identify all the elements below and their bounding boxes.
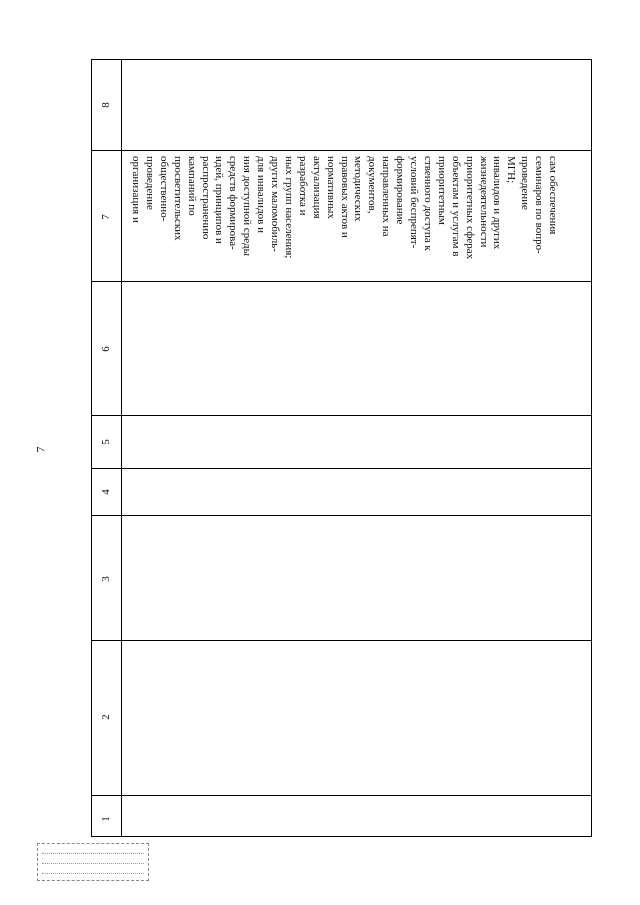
col-number-7: 7: [100, 214, 112, 220]
column-7-line: средств формирова-: [227, 156, 240, 250]
column-7-line: жизнедеятельности: [477, 156, 490, 248]
column-7-line: ния доступной среды: [241, 156, 254, 257]
column-7-line: правовых актов и: [338, 156, 351, 238]
column-7-line: проведение: [519, 156, 532, 210]
stamp: [37, 843, 149, 881]
col-number-4: 4: [100, 489, 112, 495]
col-divider-7-8: [92, 150, 591, 151]
column-7-line: для инвалидов и: [255, 156, 268, 233]
column-7-line: ственного доступа к: [421, 156, 434, 251]
column-7-line: семинаров по вопро-: [533, 156, 546, 254]
column-7-line: объектам и услугам в: [449, 156, 462, 257]
column-7-line: МГН;: [505, 156, 518, 184]
header-divider: [121, 60, 122, 836]
col-number-5: 5: [100, 439, 112, 445]
column-7-line: других маломобиль-: [269, 156, 281, 252]
column-7-line: проведение: [143, 156, 156, 210]
column-7-line: условий беспрепят-: [408, 156, 420, 249]
column-7-line: организация и: [130, 156, 142, 223]
column-7-line: нормативных: [324, 156, 337, 219]
col-divider-5-6: [92, 415, 591, 416]
col-number-3: 3: [100, 576, 112, 582]
col-divider-4-5: [92, 468, 591, 469]
column-7-line: инвалидов и других: [491, 156, 504, 250]
column-7-line: разработка и: [296, 156, 309, 216]
column-7-line: документов,: [366, 156, 379, 214]
column-7-line: ных групп населения;: [282, 156, 295, 259]
column-7-line: актуализация: [310, 156, 323, 219]
col-number-2: 2: [100, 714, 112, 720]
col-number-8: 8: [100, 102, 112, 108]
col-divider-6-7: [92, 281, 591, 282]
column-7-line: общественно-: [157, 156, 170, 222]
column-7-line: просветительских: [171, 156, 184, 241]
column-7-line: направленных на: [380, 156, 393, 237]
column-7-line: формирование: [394, 156, 407, 225]
column-7-line: сам обеспечения: [547, 156, 559, 235]
col-divider-3-4: [92, 515, 591, 516]
column-7-line: идей, принципов и: [213, 156, 226, 244]
page-number: 7: [33, 446, 48, 453]
column-7-line: приоритетным: [435, 156, 448, 225]
col-divider-1-2: [92, 795, 591, 796]
column-7-line: распространению: [199, 156, 212, 240]
col-number-1: 1: [100, 816, 112, 822]
col-divider-2-3: [92, 640, 591, 641]
column-7-line: приоритетных сферах: [463, 156, 476, 260]
column-7-line: кампаний по: [185, 156, 198, 216]
column-7-line: методических: [352, 156, 365, 222]
col-number-6: 6: [100, 346, 112, 352]
